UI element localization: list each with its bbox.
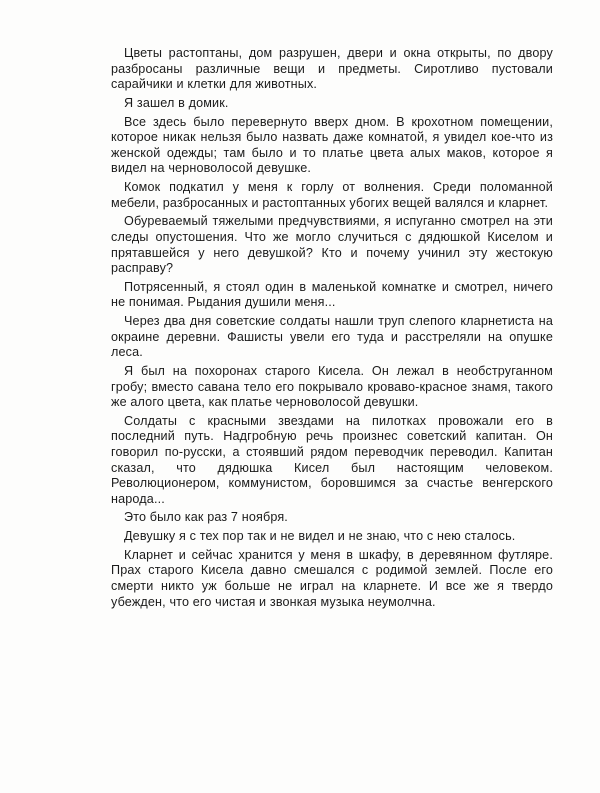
paragraph-2: Я зашел в домик.: [124, 95, 229, 110]
paragraph-4: Комок подкатил у меня к горлу от волнения. Среди поломанной мебели, разбросанных и растоптанных убогих вещей валялся и кларнет.: [111, 180, 553, 210]
paragraph-8: Я был на похоронах старого Кисела. Он лежал в необструганном гробу; вместо савана тело его покрывало кроваво-красное знамя, такого же алого цвета, как платье черноволосой девушки.: [111, 363, 553, 410]
body-text: [111, 46, 553, 613]
paragraph-5: Обуреваемый тяжелыми предчувствиями, я испуганно смотрел на эти следы опустошения. Что же могло случиться с дядюшкой Киселом и прятавшейся у него девушкой? Кто и почему учинил эту жестокую расправу?: [111, 214, 553, 276]
paragraph-10: Это было как раз 7 ноября.: [124, 510, 288, 525]
paragraph-3: Все здесь было перевернуто вверх дном. В крохотном помещении, которое никак нельзя было назвать даже комнатой, я увидел кое-что из женской одежды; там было и то платье цвета алых маков, которое я видел на черноволосой девушке.: [111, 114, 553, 176]
paragraph-12: Кларнет и сейчас хранится у меня в шкафу, в деревянном футляре. Прах старого Кисела давно смешался с родимой землей. После его смерти никто уж больше не играл на кларнете. И все же я твердо убежден, что его чистая и звонкая музыка неумолчна.: [111, 547, 553, 609]
paragraph-7: Через два дня советские солдаты нашли труп слепого кларнетиста на окраине деревни. Фашисты увели его туда и расстреляли на опушке леса.: [111, 314, 553, 360]
paragraph-1: Цветы растоптаны, дом разрушен, двери и окна открыты, по двору разбросаны различные вещи и предметы. Сиротливо пустовали сарайчики и клетки для животных.: [111, 46, 553, 92]
paragraph-6: Потрясенный, я стоял один в маленькой комнатке и смотрел, ничего не понимая. Рыдания душили меня...: [111, 279, 553, 310]
paragraph-11: Девушку я с тех пор так и не видел и не знаю, что с нею сталось.: [124, 529, 516, 544]
paragraph-9: Солдаты с красными звездами на пилотках провожали его в последний путь. Надгробную речь произнес советский капитан. Он говорил по-русски, а стоявший рядом переводчик переводил. Капитан сказал, что дядюшка Кисел был настоящим человеком. Революционером, коммунистом, боровшимся за счастье венгерского народа...: [111, 413, 553, 506]
